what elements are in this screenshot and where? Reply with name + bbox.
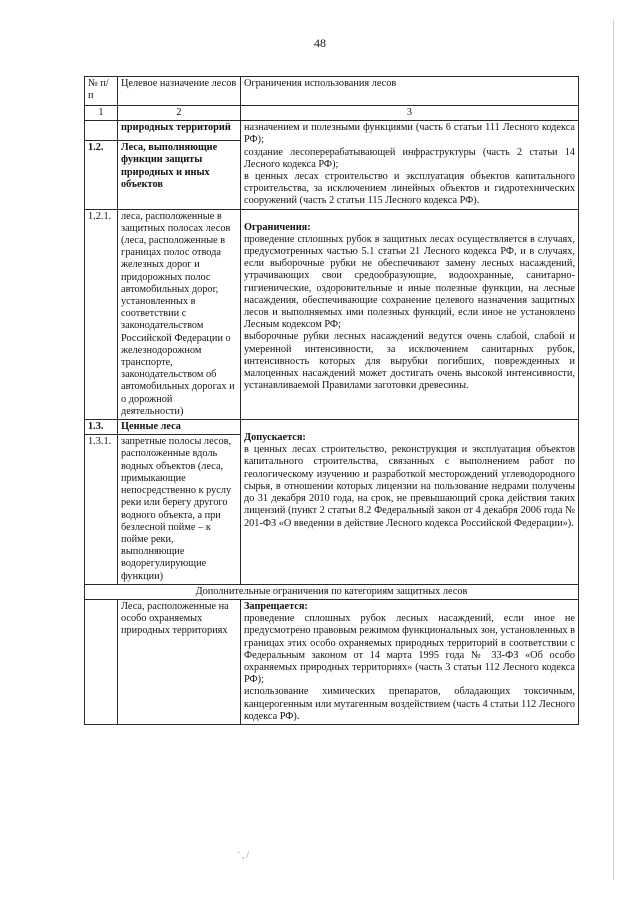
- row-purpose: леса, расположенные в защитных полосах лесов (леса, расположенные в границах полос отвода железных дорог и придорожных полос автомобильных дорог, установленных в соответствии с законодательством Российской Федерации о железнодорожном транспорте, законодательством об автомобильных дорогах и о дорожной деятельности): [118, 209, 241, 419]
- table-row: [85, 121, 579, 141]
- restriction-heading: Допускается:: [244, 432, 306, 444]
- restriction-heading: Ограничения:: [244, 221, 311, 233]
- column-index-2: 2: [118, 106, 241, 121]
- column-index-3: 3: [241, 106, 579, 121]
- section-heading: Дополнительные ограничения по категориям защитных лесов: [85, 584, 579, 599]
- table-row: [85, 599, 579, 724]
- row-purpose: природных территорий: [118, 121, 241, 141]
- row-purpose: запретные полосы лесов, расположенные вдоль водных объектов (леса, примыкающие непосредственно к руслу реки или берегу другого водного объекта, а при безлесной пойме – к пойме реки, выполняющие водорегулирующие функции): [118, 435, 241, 584]
- restriction-text: использование химических препаратов, обладающих токсичным, канцерогенным или мутагенным воздействием (часть 4 статьи 112 Лесного кодекса РФ).: [244, 686, 575, 722]
- row-restrictions: [241, 209, 579, 419]
- row-purpose: Ценные леса: [118, 420, 241, 435]
- scan-speck: ' , /: [238, 850, 249, 860]
- column-index-1: 1: [85, 106, 118, 121]
- restriction-text: проведение сплошных рубок в защитных лесах осуществляется в случаях, предусмотренных частью 5.1 статьи 21 Лесного кодекса РФ, и в случаях, если выборочные рубки не обеспечивают замену лесных насаждений, утрачивающих свои средообразующие, водоохранные, санитарно-гигиенические, оздоровительные и иные полезные функции, на лесные насаждения, обеспечивающие сохранение целевого назначения защитных лесов и выполняемых ими полезных функций, если иное не установлено Лесным кодексом РФ;: [244, 233, 575, 331]
- row-restrictions: [241, 599, 579, 724]
- row-number: [85, 121, 118, 141]
- restriction-text: создание лесоперерабатывающей инфраструктуры (часть 2 статьи 14 Лесного кодекса РФ);: [244, 146, 575, 170]
- row-purpose: Леса, расположенные на особо охраняемых природных территориях: [118, 599, 241, 724]
- row-restrictions: [241, 420, 579, 585]
- restriction-text: выборочные рубки лесных насаждений ведутся очень слабой, слабой и умеренной интенсивности, за исключением санитарных рубок, интенсивность которых для вырубки погибших, поврежденных и малоценных насаждений может достигать очень высокой интенсивности, устанавливаемой Правилами заготовки древесины.: [244, 331, 575, 392]
- section-row: [85, 584, 579, 599]
- row-number: [85, 599, 118, 724]
- restriction-text: назначением и полезными функциями (часть 6 статьи 111 Лесного кодекса РФ);: [244, 122, 575, 146]
- row-number: 1.3.: [85, 420, 118, 435]
- scan-edge-line: [613, 20, 614, 880]
- row-number: 1.2.1.: [85, 209, 118, 419]
- restriction-heading: Запрещается:: [244, 600, 308, 612]
- header-purpose: Целевое назначение лесов: [118, 77, 241, 106]
- header-restrictions: Ограничения использования лесов: [241, 77, 579, 106]
- row-purpose: Леса, выполняющие функции защиты природных и иных объектов: [118, 141, 241, 209]
- table-row: [85, 420, 579, 435]
- row-restrictions: [241, 121, 579, 209]
- row-number: 1.3.1.: [85, 435, 118, 584]
- table-header-row: [85, 77, 579, 106]
- page-number: 48: [314, 36, 326, 50]
- restriction-text: проведение сплошных рубок лесных насаждений, если иное не предусмотрено правовым режимом функциональных зон, установленных в границах этих особо охраняемых природных территорий в соответствии с Федеральным законом от 14 марта 1995 года № 33-ФЗ «Об особо охраняемых природных территориях» (часть 3 статьи 112 Лесного кодекса РФ);: [244, 613, 575, 686]
- column-index-row: [85, 106, 579, 121]
- restriction-text: в ценных лесах строительство и эксплуатация объектов капитального строительства, за исключением линейных объектов и гидротехнических сооружений (часть 2 статьи 115 Лесного кодекса РФ).: [244, 171, 575, 207]
- restrictions-table: [84, 76, 579, 725]
- header-number: № п/п: [85, 77, 118, 106]
- row-number: 1.2.: [85, 141, 118, 209]
- table-row: [85, 209, 579, 419]
- restriction-text: в ценных лесах строительство, реконструкция и эксплуатация объектов капитального строительства, связанных с выполнением работ по геологическому изучению и разработкой месторождений углеводородного сырья, в отношении которых лицензии на пользование недрами получены до 31 декабря 2010 года, на срок, не превышающий срока действия таких лицензий (пункт 2 статьи 8.2 Федеральный закон от 4 декабря 2006 года № 201-ФЗ «О введении в действие Лесного кодекса Российской Федерации»).: [244, 444, 575, 529]
